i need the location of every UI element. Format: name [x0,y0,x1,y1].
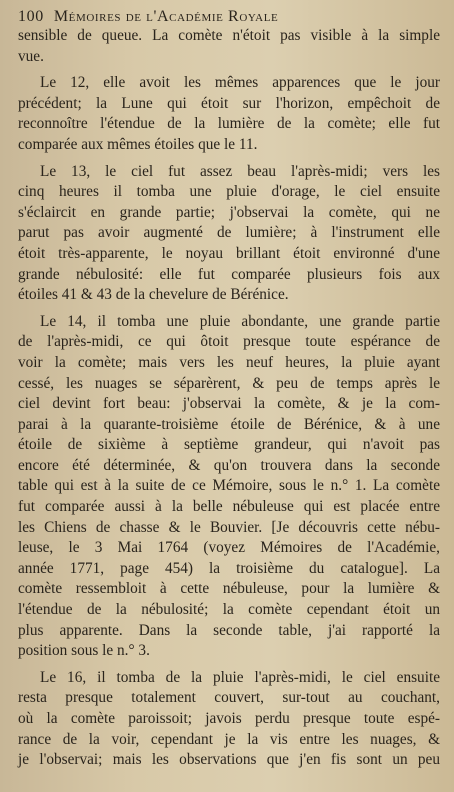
text-line: je l'observai; mais les observations que j'en fis sont un peu [18,751,440,769]
text-line: précédent; la Lune qui étoit sur l'horizon, empêchoit de [18,94,440,112]
text-line: de l'après-midi, ce qui ôtoit presque toute espérance de [18,333,440,351]
text-line: plus apparente. Dans la seconde table, j'ai rapporté la [18,621,440,639]
running-head: Mémoires de l'Académie Royale [53,8,279,25]
paragraph-continued [18,26,440,67]
text-line: leuse, le 3 Mai 1764 (voyez Mémoires de l'Académie, [18,539,440,557]
text-line: Le 13, le ciel fut assez beau l'après-midi; vers les [40,162,440,180]
paragraph-16 [18,668,440,771]
text-line: étoiles 41 & 43 de la chevelure de Bérénice. [18,286,289,304]
text-line: table qui est à la suite de ce Mémoire, sous le n.° 1. La comète [18,477,440,495]
paragraph-13 [18,162,440,306]
text-line: parut pas avoir augmenté de lumière; à l'instrument elle [18,224,440,242]
text-line: position sous le n.° 3. [18,642,150,660]
page-header [18,8,440,26]
text-line: étoile de sixième à septième grandeur, qui n'avoit pas [18,436,440,454]
text-line: cessé, les nuages se séparèrent, & peu de temps après le [18,374,440,392]
text-line: l'étendue de la nébulosité; la comète cependant étoit un [18,601,440,619]
text-line: reconnoître l'étendue de la lumière de la comète; elle fut [18,115,440,133]
text-line: comète ressembloit à cette nébuleuse, pour la lumière & [18,580,440,598]
text-line: année 1771, page 454) la troisième du catalogue]. La [18,559,440,577]
text-line: encore été déterminée, & qu'on trouvera dans la seconde [18,456,440,474]
text-line: cinq heures il tomba une pluie d'orage, le ciel ensuite [18,183,440,201]
page-number: 100 [18,8,44,25]
text-line: voir la comète; mais vers les neuf heures, la pluie ayant [18,353,440,371]
text-line: rance de la voir, cependant je la vis entre les nuages, & [18,730,440,748]
text-line: étoit très-apparente, le noyau brillant étoit environné d'une [18,244,440,262]
text-line: parai à la quarante-troisième étoile de Bérénice, & à une [18,415,440,433]
text-line: resta presque totalement couvert, sur-tout au couchant, [18,689,440,707]
paragraph-14 [18,312,440,662]
text-line: fut comparée aussi à la belle nébuleuse qui est placée entre [18,498,440,516]
text-line: vue. [18,47,44,65]
text-line: Le 12, elle avoit les mêmes apparences que le jour [40,74,440,92]
text-line: s'éclaircit en grande partie; j'observai la comète, qui ne [18,203,440,221]
text-line: grande nébulosité: elle fut comparée plusieurs fois aux [18,265,440,283]
text-line: Le 16, il tomba de la pluie l'après-midi, le ciel ensuite [40,668,440,686]
body-text [18,26,440,771]
text-line: Le 14, il tomba une pluie abondante, une grande partie [40,312,440,330]
text-line: où la comète paroissoit; javois perdu presque toute espé- [18,710,440,727]
text-line: sensible de queue. La comète n'étoit pas visible à la simple [18,27,440,44]
paragraph-12 [18,73,440,155]
text-line: comparée aux mêmes étoiles que le 11. [18,135,258,153]
text-line: ciel devint fort beau: j'observai la comète, & je la com- [18,395,440,413]
text-line: les Chiens de chasse & le Bouvier. [Je découvris cette nébu- [18,518,440,536]
